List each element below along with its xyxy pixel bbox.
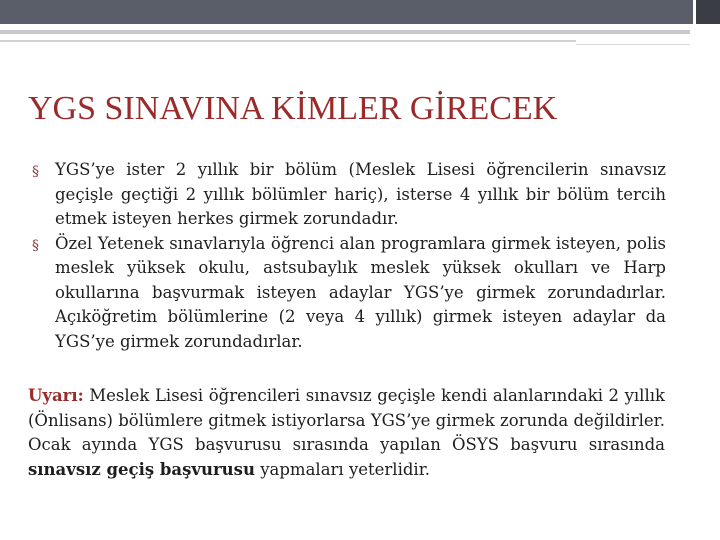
warning-note (28, 384, 665, 482)
decorative-line-middle (0, 40, 576, 42)
bullet-text: Özel Yetenek sınavlarıyla öğrenci alan programlara girmek isteyen, polis meslek yüksek okulu, astsubaylık meslek yüksek okulları ve Harp okullarına başvurmak isteyen adaylar YGS’ye girmek zorundadırlar. Açıköğretim bölümlerine (2 veya 4 yıllık) girmek isteyen adaylar da YGS’ye girmek zorundadırlar. (55, 233, 666, 351)
bullet-item (32, 232, 666, 355)
decorative-line-top (0, 30, 690, 34)
warning-text-before: Meslek Lisesi öğrencileri sınavsız geçişle kendi alanlarındaki 2 yıllık (Önlisans) bölümlere gitmek istiyorlarsa YGS’ye girmek zorunda değildirler. Ocak ayında YGS başvurusu sırasında yapılan ÖSYS başvuru sırasında (28, 386, 665, 454)
warning-text-after: yapmaları yeterlidir. (254, 459, 431, 479)
warning-emphasis: sınavsız geçiş başvurusu (28, 459, 255, 479)
bullet-item (32, 158, 666, 232)
bullet-marker-icon: § (32, 237, 39, 254)
decorative-line-short (576, 44, 690, 45)
bullet-marker-icon: § (32, 164, 39, 180)
header-corner-block (696, 0, 720, 24)
bullet-text: YGS’ye ister 2 yıllık bir bölüm (Meslek Lisesi öğrencilerin sınavsız geçişle geçtiği 2 yıllık bölümler hariç), isterse 4 yıllık bir bölüm tercih etmek isteyen herkes girmek zorundadır. (55, 160, 666, 228)
warning-label: Uyarı: (28, 386, 84, 405)
slide-title: YGS SINAVINA KİMLER GİRECEK (28, 90, 558, 127)
header-bar (0, 0, 720, 24)
bullet-list (32, 158, 666, 354)
